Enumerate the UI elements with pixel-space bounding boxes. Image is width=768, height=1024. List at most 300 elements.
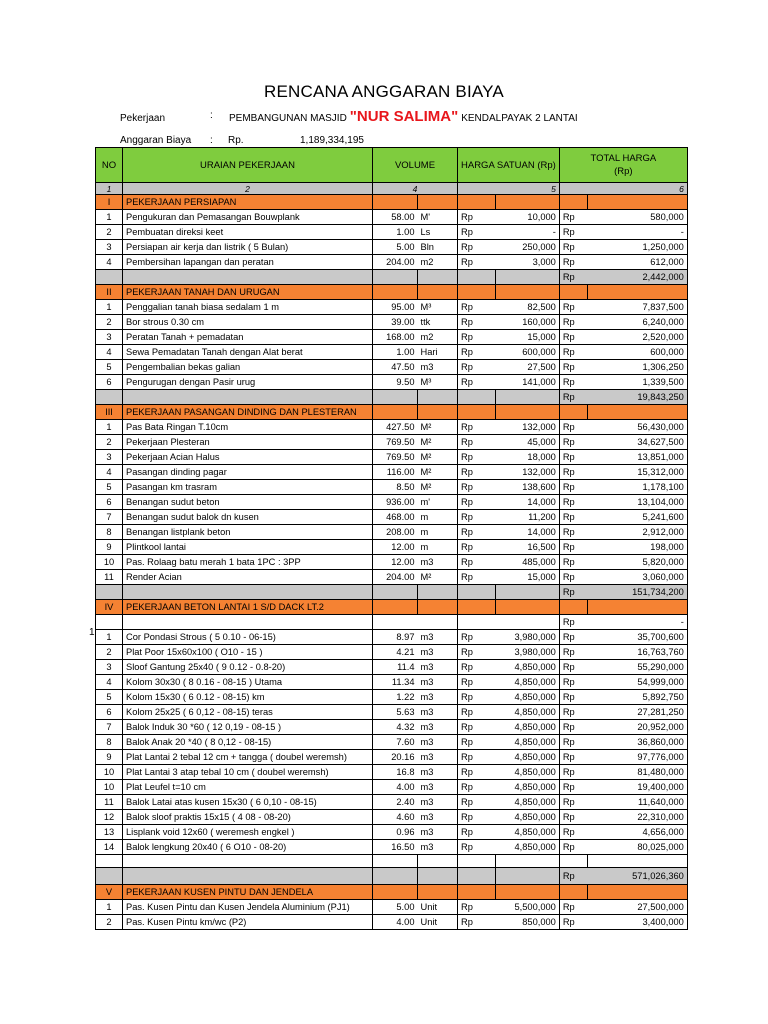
item-unit: m3	[418, 735, 458, 750]
empty-cell	[96, 390, 123, 405]
item-total-currency: Rp	[559, 780, 587, 795]
item-total-price: 612,000	[587, 255, 687, 270]
item-unit-price: 4,850,000	[495, 780, 559, 795]
item-unit-price: 250,000	[495, 240, 559, 255]
item-unit: M²	[418, 450, 458, 465]
empty-cell	[559, 195, 587, 210]
col-number: 4	[373, 183, 458, 195]
item-total-price: 13,104,000	[587, 495, 687, 510]
item-no: 11	[96, 795, 123, 810]
item-unit: m3	[418, 555, 458, 570]
item-unit-price: 5,500,000	[495, 900, 559, 915]
item-volume: 4.21	[373, 645, 418, 660]
item-no: 7	[96, 720, 123, 735]
table-row	[96, 495, 688, 510]
item-total-currency: Rp	[559, 375, 587, 390]
item-total-currency: Rp	[559, 675, 587, 690]
page-title: RENCANA ANGGARAN BIAYA	[264, 82, 504, 101]
item-total-price: 19,400,000	[587, 780, 687, 795]
item-volume: 4.00	[373, 915, 418, 930]
item-total-currency: Rp	[559, 540, 587, 555]
item-no: 8	[96, 525, 123, 540]
empty-cell	[495, 885, 559, 900]
item-total-price: 81,480,000	[587, 765, 687, 780]
item-no: 6	[96, 375, 123, 390]
item-unit-price: 141,000	[495, 375, 559, 390]
item-total-price: 34,627,500	[587, 435, 687, 450]
section-subtotal: 2,442,000	[587, 270, 687, 285]
empty-cell	[559, 885, 587, 900]
item-unit: M³	[418, 300, 458, 315]
item-unit: Hari	[418, 345, 458, 360]
col-number: 6	[559, 183, 687, 195]
item-unit: m	[418, 510, 458, 525]
item-no: 2	[96, 225, 123, 240]
empty-cell	[418, 285, 458, 300]
item-unit-price: 485,000	[495, 555, 559, 570]
empty-cell	[495, 868, 559, 885]
item-unit: M²	[418, 480, 458, 495]
subtotal-currency: Rp	[559, 868, 587, 885]
item-volume: 0.96	[373, 825, 418, 840]
item-unit-price: 27,500	[495, 360, 559, 375]
item-total-currency: Rp	[559, 255, 587, 270]
item-description: Balok Latai atas kusen 15x30 ( 6 0,10 - 08-15)	[123, 795, 373, 810]
item-unit: m2	[418, 255, 458, 270]
item-volume: 11.34	[373, 675, 418, 690]
item-volume	[373, 615, 418, 630]
item-total-currency: Rp	[559, 900, 587, 915]
item-volume: 1.22	[373, 690, 418, 705]
item-volume: 769.50	[373, 450, 418, 465]
item-total-currency: Rp	[559, 915, 587, 930]
item-unit: M²	[418, 420, 458, 435]
section-title: PEKERJAAN PASANGAN DINDING DAN PLESTERAN	[123, 405, 373, 420]
item-total-price: 36,860,000	[587, 735, 687, 750]
item-price-currency: Rp	[458, 525, 496, 540]
item-total-currency: Rp	[559, 690, 587, 705]
item-unit-price: 18,000	[495, 450, 559, 465]
empty-cell	[96, 868, 123, 885]
item-unit-price: 11,200	[495, 510, 559, 525]
table-row	[96, 765, 688, 780]
item-price-currency: Rp	[458, 570, 496, 585]
item-total-currency: Rp	[559, 420, 587, 435]
col-header-uraian: URAIAN PEKERJAAN	[123, 148, 373, 183]
section-title: PEKERJAAN BETON LANTAI 1 S/D DACK LT.2	[123, 600, 373, 615]
empty-cell	[587, 600, 687, 615]
item-description: Balok sloof praktis 15x15 ( 4 08 - 08-20)	[123, 810, 373, 825]
item-total-currency: Rp	[559, 645, 587, 660]
item-unit-price: 3,000	[495, 255, 559, 270]
empty-cell	[458, 270, 496, 285]
item-unit: m3	[418, 705, 458, 720]
empty-cell	[418, 405, 458, 420]
item-total-currency: Rp	[559, 795, 587, 810]
section-roman: I	[96, 195, 123, 210]
item-no	[96, 615, 123, 630]
item-total-price: 20,952,000	[587, 720, 687, 735]
table-row	[96, 825, 688, 840]
item-unit	[418, 615, 458, 630]
item-no: 1	[96, 420, 123, 435]
empty-cell	[587, 855, 687, 868]
empty-cell	[458, 195, 496, 210]
empty-cell	[123, 868, 373, 885]
section-header-row	[96, 600, 688, 615]
item-unit: m3	[418, 780, 458, 795]
col-header-total	[559, 148, 687, 183]
item-no: 7	[96, 510, 123, 525]
item-unit: M²	[418, 435, 458, 450]
item-unit: Ls	[418, 225, 458, 240]
item-unit-price: 4,850,000	[495, 720, 559, 735]
item-price-currency: Rp	[458, 690, 496, 705]
empty-cell	[373, 270, 418, 285]
item-total-currency: Rp	[559, 480, 587, 495]
empty-cell	[96, 270, 123, 285]
empty-cell	[495, 855, 559, 868]
item-description: Benangan sudut beton	[123, 495, 373, 510]
item-total-currency: Rp	[559, 615, 587, 630]
item-unit-price: -	[495, 225, 559, 240]
item-total-price: 2,520,000	[587, 330, 687, 345]
item-unit: m3	[418, 840, 458, 855]
empty-cell	[373, 405, 418, 420]
table-row	[96, 900, 688, 915]
empty-cell	[373, 585, 418, 600]
item-total-price: 4,656,000	[587, 825, 687, 840]
table-row	[96, 375, 688, 390]
item-total-price: 27,281,250	[587, 705, 687, 720]
item-volume: 9.50	[373, 375, 418, 390]
item-total-price: 54,999,000	[587, 675, 687, 690]
item-volume: 468.00	[373, 510, 418, 525]
item-total-currency: Rp	[559, 735, 587, 750]
item-no: 4	[96, 465, 123, 480]
column-number-row	[96, 183, 688, 195]
empty-cell	[587, 885, 687, 900]
item-unit: m	[418, 525, 458, 540]
empty-cell	[123, 585, 373, 600]
item-no: 2	[96, 645, 123, 660]
item-price-currency: Rp	[458, 480, 496, 495]
section-roman: III	[96, 405, 123, 420]
empty-cell	[495, 405, 559, 420]
item-total-price: 1,339,500	[587, 375, 687, 390]
item-description: Balok Induk 30 *60 ( 12 0,19 - 08-15 )	[123, 720, 373, 735]
item-no: 3	[96, 660, 123, 675]
empty-cell	[559, 405, 587, 420]
item-volume: 16.50	[373, 840, 418, 855]
item-price-currency: Rp	[458, 795, 496, 810]
pekerjaan-colon: :	[210, 110, 213, 121]
empty-cell	[587, 405, 687, 420]
item-description: Pekerjaan Plesteran	[123, 435, 373, 450]
empty-cell	[587, 285, 687, 300]
item-no: 6	[96, 495, 123, 510]
item-volume: 47.50	[373, 360, 418, 375]
item-unit: ttk	[418, 315, 458, 330]
item-price-currency: Rp	[458, 630, 496, 645]
col-number: 5	[458, 183, 560, 195]
table-row	[96, 465, 688, 480]
item-volume: 39.00	[373, 315, 418, 330]
item-description: Persiapan air kerja dan listrik ( 5 Bulan)	[123, 240, 373, 255]
anggaran-label: Anggaran Biaya	[120, 135, 192, 146]
item-total-price: 80,025,000	[587, 840, 687, 855]
item-description: Kolom 15x30 ( 6 0.12 - 08-15) km	[123, 690, 373, 705]
item-no: 10	[96, 780, 123, 795]
item-unit-price: 3,980,000	[495, 645, 559, 660]
item-description: Pas. Rolaag batu merah 1 bata 1PC : 3PP	[123, 555, 373, 570]
item-volume: 4.00	[373, 780, 418, 795]
item-total-currency: Rp	[559, 555, 587, 570]
anggaran-value: 1,189,334,195	[300, 135, 364, 146]
item-no: 1	[96, 300, 123, 315]
item-total-currency: Rp	[559, 525, 587, 540]
item-description: Cor Pondasi Strous ( 5 0.10 - 06-15)	[123, 630, 373, 645]
item-description: Kolom 30x30 ( 8 0.16 - 08-15 ) Utama	[123, 675, 373, 690]
item-total-price: 3,400,000	[587, 915, 687, 930]
item-total-price: 5,820,000	[587, 555, 687, 570]
empty-cell	[418, 585, 458, 600]
table-row	[96, 330, 688, 345]
item-unit-price: 4,850,000	[495, 750, 559, 765]
item-unit-price: 82,500	[495, 300, 559, 315]
item-description: Pengukuran dan Pemasangan Bouwplank	[123, 210, 373, 225]
item-volume: 5.00	[373, 900, 418, 915]
item-total-currency: Rp	[559, 435, 587, 450]
empty-cell	[373, 390, 418, 405]
item-description: Pembuatan direksi keet	[123, 225, 373, 240]
item-price-currency: Rp	[458, 450, 496, 465]
section-subtotal: 151,734,200	[587, 585, 687, 600]
item-price-currency: Rp	[458, 810, 496, 825]
section-roman: V	[96, 885, 123, 900]
item-unit: m3	[418, 810, 458, 825]
item-description: Bor strous 0.30 cm	[123, 315, 373, 330]
item-no: 9	[96, 750, 123, 765]
item-price-currency: Rp	[458, 225, 496, 240]
empty-cell	[559, 855, 587, 868]
item-price-currency: Rp	[458, 420, 496, 435]
table-row	[96, 510, 688, 525]
item-unit-price: 3,980,000	[495, 630, 559, 645]
item-unit-price: 4,850,000	[495, 765, 559, 780]
item-unit-price: 14,000	[495, 525, 559, 540]
empty-cell	[495, 195, 559, 210]
empty-cell	[96, 855, 123, 868]
table-row	[96, 525, 688, 540]
col-number: 1	[96, 183, 123, 195]
section-roman: II	[96, 285, 123, 300]
item-volume: 11.4	[373, 660, 418, 675]
empty-cell	[587, 195, 687, 210]
item-volume: 1.00	[373, 345, 418, 360]
col-header-volume: VOLUME	[373, 148, 458, 183]
pekerjaan-label: Pekerjaan	[120, 113, 166, 124]
item-price-currency: Rp	[458, 375, 496, 390]
empty-cell	[123, 390, 373, 405]
item-total-currency: Rp	[559, 570, 587, 585]
empty-cell	[495, 600, 559, 615]
table-row	[96, 615, 688, 630]
item-volume: 204.00	[373, 570, 418, 585]
item-price-currency: Rp	[458, 735, 496, 750]
empty-cell	[418, 195, 458, 210]
item-volume: 168.00	[373, 330, 418, 345]
table-row	[96, 690, 688, 705]
item-unit-price: 14,000	[495, 495, 559, 510]
empty-cell	[373, 868, 418, 885]
item-total-currency: Rp	[559, 465, 587, 480]
col-header-harga: HARGA SATUAN (Rp)	[458, 148, 560, 183]
item-unit-price: 4,850,000	[495, 675, 559, 690]
item-price-currency: Rp	[458, 750, 496, 765]
item-price-currency: Rp	[458, 780, 496, 795]
table-row	[96, 420, 688, 435]
item-total-currency: Rp	[559, 630, 587, 645]
item-price-currency: Rp	[458, 720, 496, 735]
empty-cell	[123, 855, 373, 868]
item-total-price: 22,310,000	[587, 810, 687, 825]
table-row	[96, 450, 688, 465]
table-row	[96, 300, 688, 315]
empty-cell	[458, 868, 496, 885]
item-total-currency: Rp	[559, 315, 587, 330]
item-description: Balok Anak 20 *40 ( 8 0,12 - 08-15)	[123, 735, 373, 750]
item-description: Kolom 25x25 ( 6 0,12 - 08-15) teras	[123, 705, 373, 720]
empty-cell	[458, 285, 496, 300]
item-price-currency: Rp	[458, 315, 496, 330]
item-unit: m3	[418, 720, 458, 735]
item-volume: 204.00	[373, 255, 418, 270]
item-total-price: 3,060,000	[587, 570, 687, 585]
empty-cell	[418, 390, 458, 405]
item-price-currency: Rp	[458, 345, 496, 360]
item-description: Benangan listplank beton	[123, 525, 373, 540]
item-no: 1	[96, 210, 123, 225]
item-total-price: -	[587, 225, 687, 240]
item-description: Pembersihan lapangan dan peratan	[123, 255, 373, 270]
item-volume: 208.00	[373, 525, 418, 540]
item-price-currency: Rp	[458, 330, 496, 345]
table-row	[96, 435, 688, 450]
pekerjaan-value	[229, 108, 578, 125]
empty-cell	[495, 585, 559, 600]
item-total-price: 1,306,250	[587, 360, 687, 375]
section-header-row	[96, 195, 688, 210]
table-row	[96, 315, 688, 330]
item-total-currency: Rp	[559, 495, 587, 510]
item-no: 3	[96, 240, 123, 255]
table-row	[96, 240, 688, 255]
item-description: Pas Bata Ringan T.10cm	[123, 420, 373, 435]
table-row	[96, 810, 688, 825]
subtotal-row	[96, 270, 688, 285]
item-price-currency: Rp	[458, 210, 496, 225]
item-total-price: 27,500,000	[587, 900, 687, 915]
table-row	[96, 570, 688, 585]
item-total-currency: Rp	[559, 510, 587, 525]
item-price-currency: Rp	[458, 510, 496, 525]
item-unit-price	[495, 615, 559, 630]
item-description: Sewa Pemadatan Tanah dengan Alat berat	[123, 345, 373, 360]
item-total-currency: Rp	[559, 360, 587, 375]
item-total-price: 13,851,000	[587, 450, 687, 465]
empty-cell	[373, 600, 418, 615]
item-total-currency: Rp	[559, 750, 587, 765]
anggaran-currency: Rp.	[228, 135, 244, 146]
empty-cell	[418, 855, 458, 868]
item-total-currency: Rp	[559, 210, 587, 225]
subtotal-row	[96, 868, 688, 885]
item-total-currency: Rp	[559, 810, 587, 825]
item-volume: 7.60	[373, 735, 418, 750]
item-unit-price: 4,850,000	[495, 825, 559, 840]
item-price-currency: Rp	[458, 435, 496, 450]
item-total-price: 11,640,000	[587, 795, 687, 810]
item-volume: 116.00	[373, 465, 418, 480]
item-volume: 95.00	[373, 300, 418, 315]
item-price-currency: Rp	[458, 705, 496, 720]
item-no: 3	[96, 330, 123, 345]
item-price-currency: Rp	[458, 240, 496, 255]
item-description: Plat Lantai 2 tebal 12 cm + tangga ( doubel weremsh)	[123, 750, 373, 765]
item-description: Pengurugan dengan Pasir urug	[123, 375, 373, 390]
item-no: 10	[96, 765, 123, 780]
item-price-currency: Rp	[458, 495, 496, 510]
item-no: 4	[96, 255, 123, 270]
anggaran-colon: :	[210, 135, 213, 146]
col-number: 2	[123, 183, 373, 195]
item-no: 11	[96, 570, 123, 585]
subtotal-currency: Rp	[559, 270, 587, 285]
table-row	[96, 555, 688, 570]
item-price-currency: Rp	[458, 360, 496, 375]
item-unit-price: 4,850,000	[495, 840, 559, 855]
item-total-price: 198,000	[587, 540, 687, 555]
item-unit-price: 10,000	[495, 210, 559, 225]
item-volume: 8.97	[373, 630, 418, 645]
empty-cell	[373, 885, 418, 900]
item-volume: 1.00	[373, 225, 418, 240]
table-header-row	[96, 148, 688, 183]
pekerjaan-prefix: PEMBANGUNAN MASJID	[229, 113, 347, 124]
item-unit-price: 4,850,000	[495, 690, 559, 705]
item-total-currency: Rp	[559, 300, 587, 315]
item-total-currency: Rp	[559, 705, 587, 720]
item-price-currency: Rp	[458, 540, 496, 555]
empty-cell	[96, 585, 123, 600]
item-unit-price: 15,000	[495, 570, 559, 585]
table-row	[96, 255, 688, 270]
item-unit: m2	[418, 330, 458, 345]
item-no: 2	[96, 435, 123, 450]
item-total-currency: Rp	[559, 765, 587, 780]
table-row	[96, 480, 688, 495]
empty-cell	[495, 285, 559, 300]
item-price-currency	[458, 615, 496, 630]
item-total-currency: Rp	[559, 330, 587, 345]
item-total-price: 56,430,000	[587, 420, 687, 435]
item-no: 8	[96, 735, 123, 750]
section-header-row	[96, 885, 688, 900]
item-total-currency: Rp	[559, 450, 587, 465]
item-description: Sloof Gantung 25x40 ( 9 0.12 - 0.8-20)	[123, 660, 373, 675]
item-total-price: 580,000	[587, 210, 687, 225]
